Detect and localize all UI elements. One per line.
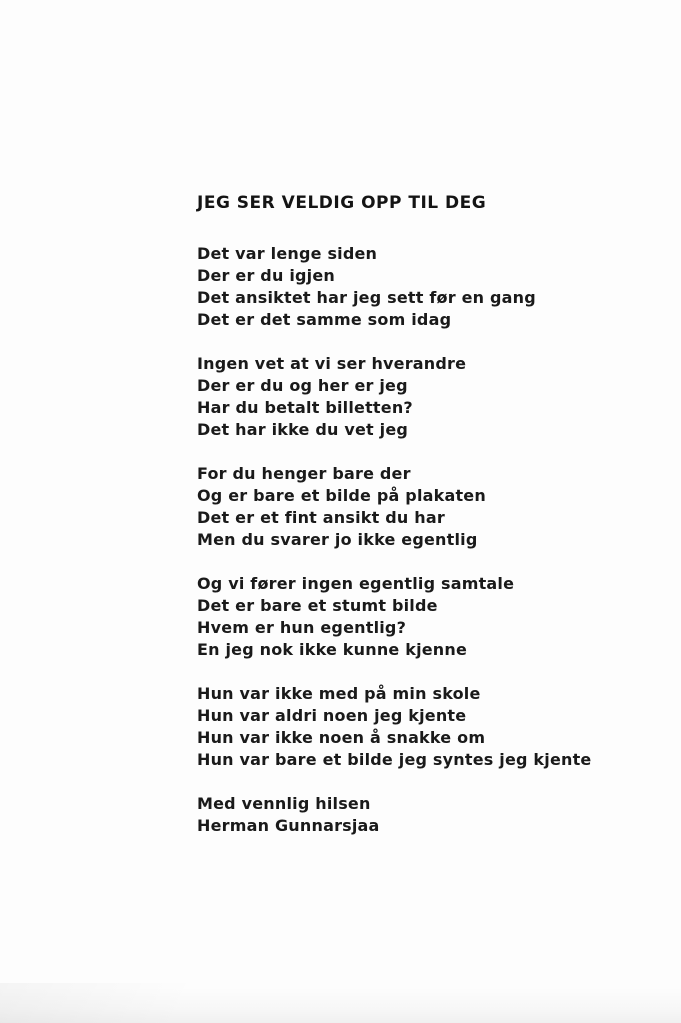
poem-title: JEG SER VELDIG OPP TIL DEG (197, 193, 487, 213)
poem-line: Hvem er hun egentlig? (197, 618, 407, 637)
poem-stanza-1 (197, 243, 591, 331)
page-bottom-shadow (0, 987, 681, 1023)
poem-line: Og vi fører ingen egentlig samtale (197, 574, 515, 593)
poem-line: Men du svarer jo ikke egentlig (197, 530, 478, 549)
poem-line: Det er bare et stumt bilde (197, 596, 438, 615)
poem-line: Har du betalt billetten? (197, 398, 413, 417)
poem-line: For du henger bare der (197, 464, 411, 483)
poem-line: Ingen vet at vi ser hverandre (197, 354, 467, 373)
poem-line: Det har ikke du vet jeg (197, 420, 409, 439)
poem-line: Der er du og her er jeg (197, 376, 408, 395)
page-bottom-corner-shadow (0, 983, 340, 1023)
poem-line: Hun var bare et bilde jeg syntes jeg kjente (197, 750, 592, 769)
poem-line: Det er et fint ansikt du har (197, 508, 445, 527)
poem-stanza-4 (197, 573, 591, 661)
poem-signature (197, 793, 591, 837)
poem-stanza-2 (197, 353, 591, 441)
poem-stanza-3 (197, 463, 591, 551)
poem-line: Og er bare et bilde på plakaten (197, 486, 486, 505)
poem-line: Det var lenge siden (197, 244, 378, 263)
poem-line: Hun var ikke noen å snakke om (197, 728, 486, 747)
poem-line: Det er det samme som idag (197, 310, 452, 329)
poem-stanza-5 (197, 683, 591, 771)
poem-body (197, 192, 591, 859)
poem-line: Hun var ikke med på min skole (197, 684, 481, 703)
poem-line: Der er du igjen (197, 266, 335, 285)
author-name: Herman Gunnarsjaa (197, 816, 380, 835)
poem-line: Det ansiktet har jeg sett før en gang (197, 288, 536, 307)
closing-salutation: Med vennlig hilsen (197, 794, 371, 813)
poem-line: Hun var aldri noen jeg kjente (197, 706, 467, 725)
poem-line: En jeg nok ikke kunne kjenne (197, 640, 468, 659)
